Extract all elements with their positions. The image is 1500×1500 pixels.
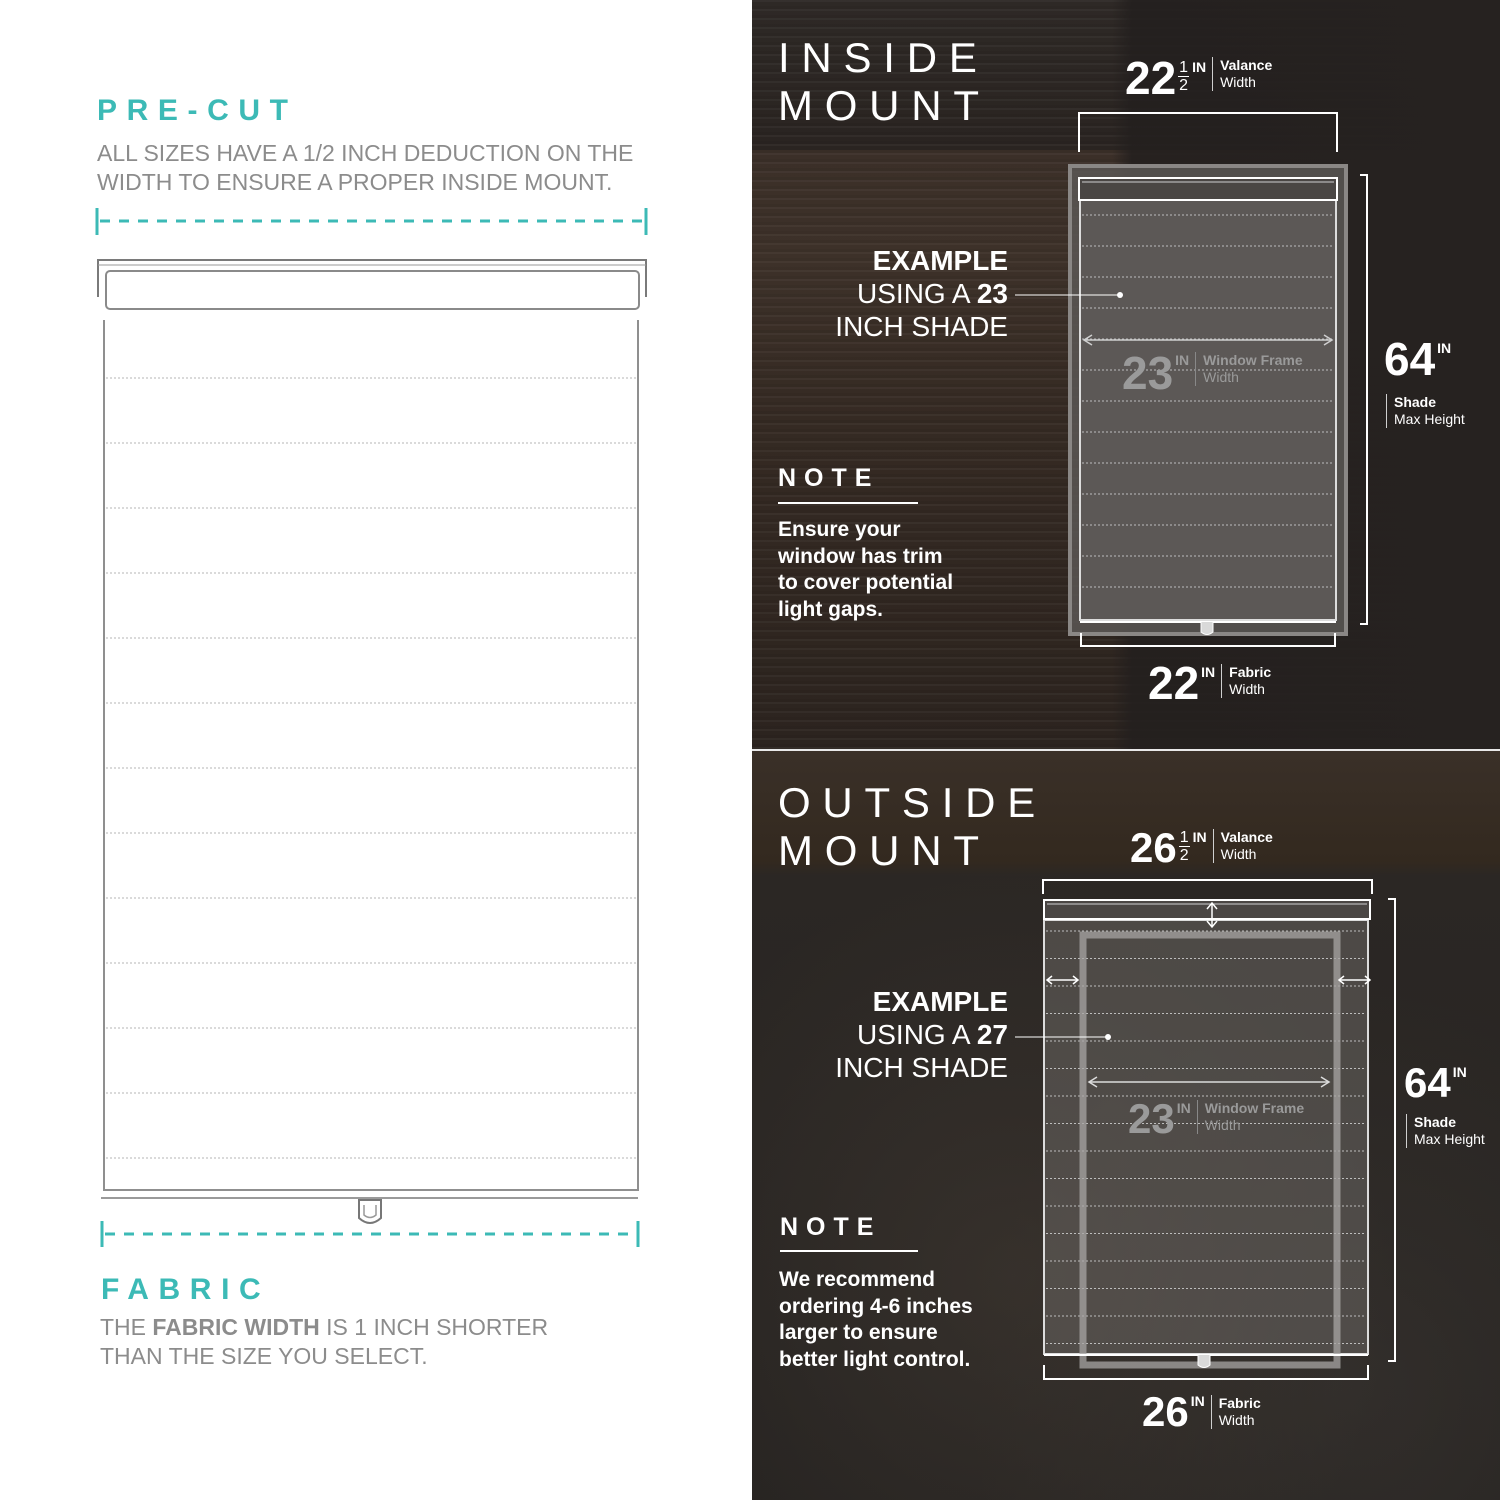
pre-cut-text: ALL SIZES HAVE A 1/2 INCH DEDUCTION ON THE WIDTH TO ENSURE A PROPER INSIDE MOUNT.	[97, 140, 634, 195]
outside-fabric-dimension: 26 IN Fabric Width	[1142, 1388, 1261, 1435]
inside-mount-title: INSIDE MOUNT	[778, 34, 991, 129]
outside-mount-section	[752, 751, 1500, 1500]
pre-cut-title: PRE-CUT	[97, 94, 298, 127]
inside-note-text: Ensure your window has trim to cover potential light gaps.	[778, 518, 954, 621]
outside-mount-title: OUTSIDE MOUNT	[778, 779, 1048, 874]
fabric-title: FABRIC	[101, 1273, 271, 1306]
outside-valance-dimension: 26 $\frac{1}{2}$ IN Valance Width	[1130, 824, 1273, 871]
pull-tab-icon	[359, 1200, 381, 1223]
inside-example-text: EXAMPLE USING A 23 INCH SHADE	[835, 245, 1008, 342]
inside-mount-section	[752, 0, 1500, 749]
mount-panel	[752, 0, 1500, 1500]
pre-cut-dimension-line	[97, 208, 646, 235]
outside-height-dimension: 64 IN Shade Max Height	[1404, 1059, 1485, 1147]
inside-valance-dimension: 22 $\frac{1}{2}$ IN Valance Width	[1125, 52, 1273, 104]
outside-note-title: NOTE	[780, 1213, 882, 1241]
shade-fabric	[101, 320, 638, 1198]
inside-frame-dimension: 23 IN Window Frame Width	[1122, 347, 1303, 399]
outside-shade-drawing	[752, 751, 1500, 1500]
inside-height-dimension: 64 IN Shade Max Height	[1384, 333, 1465, 427]
inside-note-title: NOTE	[778, 464, 880, 492]
fabric-text: THE FABRIC WIDTH IS 1 INCH SHORTER THAN THE SIZE YOU SELECT.	[100, 1314, 549, 1369]
head-rail	[98, 260, 646, 309]
fabric-dimension-line	[102, 1221, 638, 1247]
inside-fabric-dimension: 22 IN Fabric Width	[1148, 657, 1272, 709]
outside-frame-dimension: 23 IN Window Frame Width	[1128, 1095, 1305, 1142]
outside-example-text: EXAMPLE USING A 27 INCH SHADE	[835, 986, 1008, 1083]
outside-note-text: We recommend ordering 4-6 inches larger to ensure better light control.	[779, 1268, 973, 1371]
